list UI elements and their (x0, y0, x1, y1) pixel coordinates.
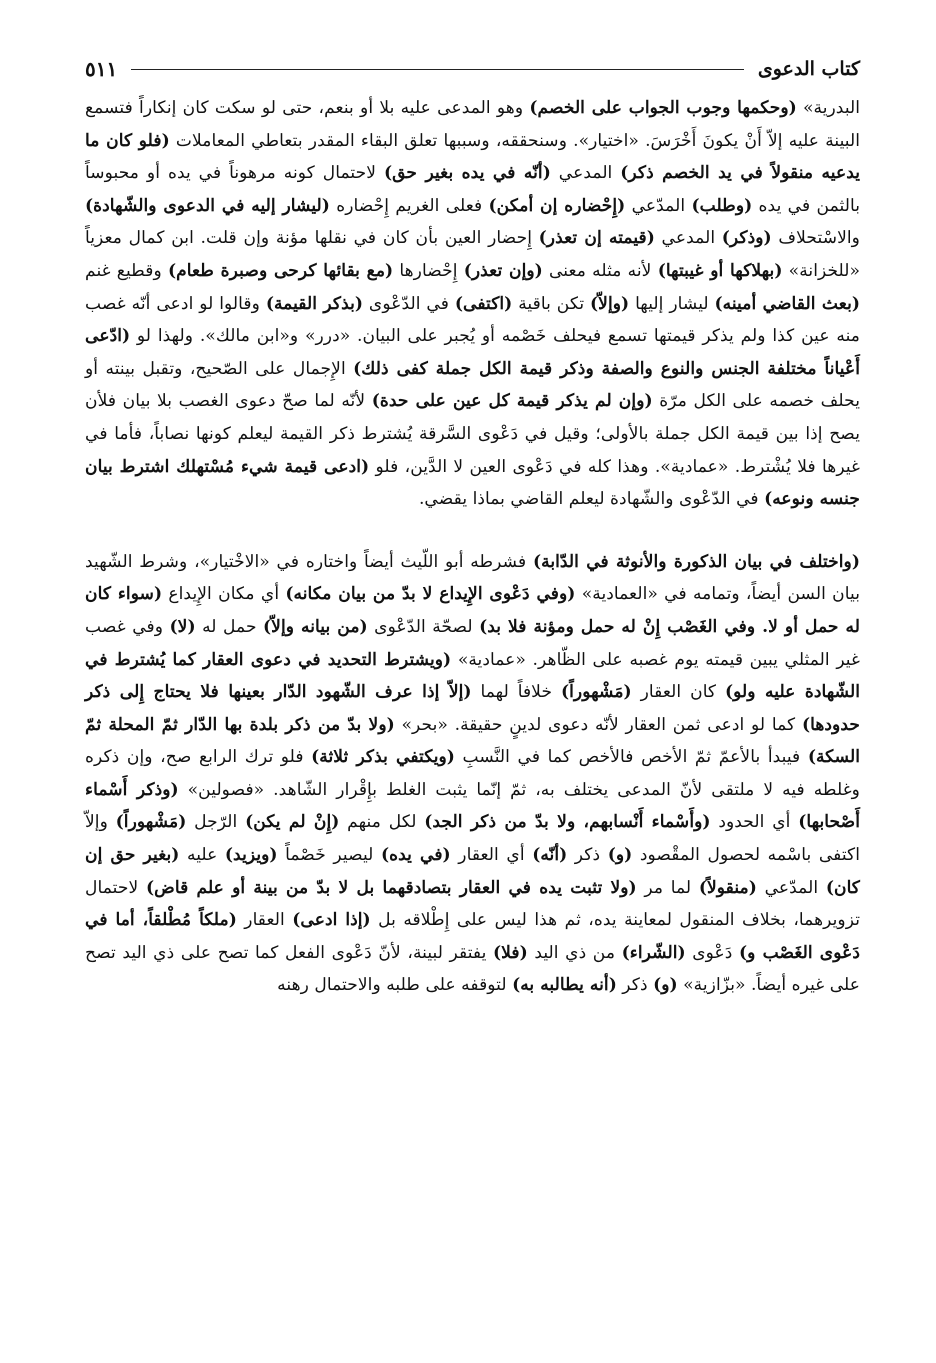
commentary-text: فشرطه أبو اللّيث أيضاً واختاره في «الاخْتيار»، وشرط الشّهيد بيان السن أيضاً، وتمامه في «العمادية» (85, 551, 860, 605)
page-number: ٥١١ (85, 57, 118, 81)
commentary-text: وفي غصب غير المثلي يبين قيمته يوم غصبه على الظّاهر. «عمادية» (85, 616, 860, 670)
bold-matn-text: (الشّراء) (621, 942, 686, 963)
bold-matn-text: (فلو كان ما يدعيه منقولاً في يد الخصم ذكر) (85, 130, 860, 184)
commentary-text: أي الحدود (710, 812, 799, 833)
bold-matn-text: (إذا ادعى) (292, 910, 371, 931)
bold-matn-text: (قيمته إن تعذر) (538, 228, 655, 249)
bold-matn-text: (ويكتفي بذكر ثلاثة) (311, 747, 455, 768)
commentary-text: فعلى الغريم إِحْضاره (329, 195, 489, 216)
bold-matn-text: (إِنْ لم يكن) (245, 812, 340, 833)
bold-matn-text: (أنّه) (532, 845, 568, 866)
commentary-text: الرّجل (186, 812, 246, 833)
commentary-text: البدرية» (796, 98, 861, 118)
commentary-text: ذكر (616, 975, 654, 996)
bold-matn-text: (مع بقائها كرحى وصبرة طعام) (167, 260, 394, 281)
commentary-text: وإلاّ اكتفى باسْمه لحصول المقْصود (85, 812, 860, 866)
commentary-text: المدعي (654, 228, 722, 249)
commentary-text: إِحضار العين بأن كان في نقلها مؤنة وإن قلت. ابن كمال معزياً «للخزانة» (85, 228, 860, 281)
commentary-text: خلافاً لهما (471, 682, 561, 703)
chapter-title: كتاب الدعوى (757, 58, 860, 80)
commentary-text: لاحتمال كونه مرهوناً في يده أو محبوساً بالثمن في يده (85, 163, 860, 216)
bold-matn-text: (إِحْضاره إن أمكن) (488, 195, 626, 216)
book-page (85, 52, 860, 1342)
commentary-text: فلو ترك الرابع صح، وإن ذكره وغلطه فيه لا ملتقى لأنّ المدعى يختلف به، ثمّ إنّما يثبت الغلط بإِقْرار الشّاهد. «فصولين» (85, 747, 860, 800)
paragraph (85, 546, 860, 1002)
commentary-text: عليه (179, 845, 225, 866)
commentary-text: لتوقفه على طلبه والاحتمال رهنه (277, 975, 513, 996)
body-text (85, 92, 860, 1002)
bold-matn-text: (ادعى قيمة شيء مُسْتهلك اشترط بيان جنسه ونوعه) (85, 456, 860, 510)
bold-matn-text: (مَشْهوراً) (115, 812, 187, 833)
bold-matn-text: (سواء كان له حمل أو لا. وفي الغَصْب إِنْ له حمل ومؤنة فلا بد) (85, 584, 860, 637)
commentary-text: وقطيع غنم (85, 260, 168, 281)
commentary-text: ذكر (567, 845, 608, 866)
bold-matn-text: (ولا تثبت يده في العقار بتصادقهما بل لا بدّ من بينة أو علم قاض) (145, 877, 637, 898)
commentary-text: لكل منهم (339, 812, 425, 833)
bold-matn-text: (وذكر) (721, 228, 772, 249)
bold-matn-text: (بهلاكها أو غيبتها) (657, 260, 783, 281)
commentary-text: لصحّة الدّعْوى (367, 616, 480, 637)
commentary-text: كان العقار (631, 682, 726, 703)
commentary-text: ليصير خَصْماً (277, 845, 381, 866)
running-header (85, 52, 860, 86)
commentary-text: المدّعي (625, 195, 692, 216)
bold-matn-text: (وإن تعذر) (463, 260, 543, 281)
commentary-text: المدّعي (756, 877, 826, 898)
bold-matn-text: (بذكر القيمة) (265, 293, 364, 314)
commentary-text: أي مكان الإِيداع (162, 584, 286, 605)
commentary-text: إِحْضارها (393, 260, 464, 281)
commentary-text: ليشار إليها (629, 293, 715, 314)
bold-matn-text: (لا) (169, 616, 196, 637)
commentary-text: أي العقار (450, 845, 533, 866)
commentary-text: الإِجمال على الصّحيح، وتقبل بينته أو يحلف خصمه على الكل مرّة (85, 358, 860, 412)
commentary-text: في الدّعْوى والشّهادة ليعلم القاضي بماذا يقضي. (418, 489, 765, 510)
commentary-text: لأنه مثله معنى (542, 260, 658, 281)
commentary-text: دَعْوى (685, 942, 740, 963)
bold-matn-text: (ملكاً مُطْلقاً، أما في دَعْوى الغَصْب و) (85, 910, 860, 963)
bold-matn-text: (ولا بدّ من ذكر بلدة بها الدّار ثمّ المحلة ثمّ السكة) (85, 714, 860, 768)
bold-matn-text: (ليشار إليه في الدعوى والشّهادة) (85, 195, 330, 216)
paragraph (85, 92, 860, 516)
bold-matn-text: (من بيانه وإلاّ) (263, 616, 368, 637)
bold-matn-text: (بعث القاضي أمينه) (714, 293, 860, 314)
bold-matn-text: (وأَسْماء أَنْسابهم، ولا بدّ من ذكر الجد) (424, 812, 711, 833)
commentary-text: وهو المدعى عليه بلا أو بنعم، حتى لو سكت كان إنكاراً فتسمع البينة عليه إلاّ أَنْ يكونَ أَخْرَسَ. «اختيار». وسنحققه، وسببها تعلق البقاء المقدر بتعاطي المعاملات (85, 98, 860, 151)
bold-matn-text: (في يده) (380, 845, 451, 866)
bold-matn-text: (ادّعى أَعْياناً مختلفة الجنس والنوع والصفة وذكر قيمة الكل جملة كفى ذلك) (85, 326, 860, 379)
commentary-text: فيبدأ بالأعمّ ثمّ الأخص فالأخص كما في النَّسبِ (454, 747, 808, 768)
bold-matn-text: (واختلف في بيان الذكورة والأنوثة في الدّابة) (532, 551, 860, 572)
bold-matn-text: (وإن لم يذكر قيمة كل عين على حدة) (371, 391, 653, 412)
bold-matn-text: (مَشْهوراً) (561, 682, 632, 703)
commentary-text: لاحتمال تزويرهما، بخلاف المنقول لمعاينة يده، ثم هذا ليس على إِطْلاقه بل (85, 877, 860, 931)
bold-matn-text: (ويزيد) (224, 845, 278, 866)
bold-matn-text: (ويشترط التحديد في دعوى العقار كما يُشترط في الشّهادة عليه ولو) (85, 649, 860, 703)
commentary-text: المدعي (550, 163, 621, 184)
commentary-text: والاسْتحلاف (771, 228, 860, 249)
header-divider (131, 69, 744, 70)
bold-matn-text: (وطلب) (691, 195, 753, 216)
commentary-text: العقار (236, 910, 293, 931)
bold-matn-text: (و) (607, 845, 633, 866)
bold-matn-text: (إلاّ إذا عرف الشّهود الدّار بعينها فلا يحتاج إِلى ذكر حدودها) (85, 682, 860, 735)
bold-matn-text: (منقولاً) (698, 877, 757, 898)
bold-matn-text: (بغير حق إن كان) (85, 845, 860, 898)
commentary-text: كما لو ادعى ثمن العقار لأنّه دعوى لدينٍ حقيقة. «بحر» (394, 714, 802, 735)
commentary-text: في الدّعْوى (363, 293, 455, 314)
commentary-text: وقالوا لو ادعى أنّه غصب منه عين كذا ولم يذكر قيمتها تسمع فيحلف خَصْمه أو يُجبر على البيان. «درر» و«ابن مالك». ولهذا لو (85, 293, 860, 347)
commentary-text: لما مر (636, 877, 699, 898)
bold-matn-text: (وذكر أَسْماء أَصْحابها) (85, 779, 860, 833)
bold-matn-text: (أنّه في يده بغير حق) (383, 163, 551, 184)
bold-matn-text: (أنه يطالبه به) (512, 975, 617, 996)
bold-matn-text: (و) (653, 975, 678, 996)
bold-matn-text: (وفي دَعْوى الإِيداع لا بدّ من بيان مكانه) (285, 584, 576, 605)
commentary-text: لأنّه لما صحّ دعوى الغصب بلا بيان فلأن يصح إذا بين قيمة الكل جملة بالأولى؛ وقيل في دَعْوى السَّرقة يُشترط ذكر القيمة ليعلم كونها نصاباً، فأما في غيرها فلا يُشْترط. «عمادية». وهذا كله في دَعْوى العين لا الدَّين، فلو (85, 391, 860, 477)
commentary-text: حمل له (195, 616, 264, 637)
bold-matn-text: (وحكمها وجوب الجواب على الخصم) (529, 98, 797, 118)
bold-matn-text: (وإلاّ) (590, 293, 630, 314)
commentary-text: يفتقر لبينة، لأنّ دَعْوى الفعل كما تصح على ذي اليد تصح على غيره أيضاً. «بزّازية» (85, 942, 860, 996)
commentary-text: تكن باقية (512, 293, 591, 314)
bold-matn-text: (اكتفى) (454, 293, 513, 314)
commentary-text: من ذي اليد (527, 942, 622, 963)
bold-matn-text: (فلا) (492, 942, 528, 963)
